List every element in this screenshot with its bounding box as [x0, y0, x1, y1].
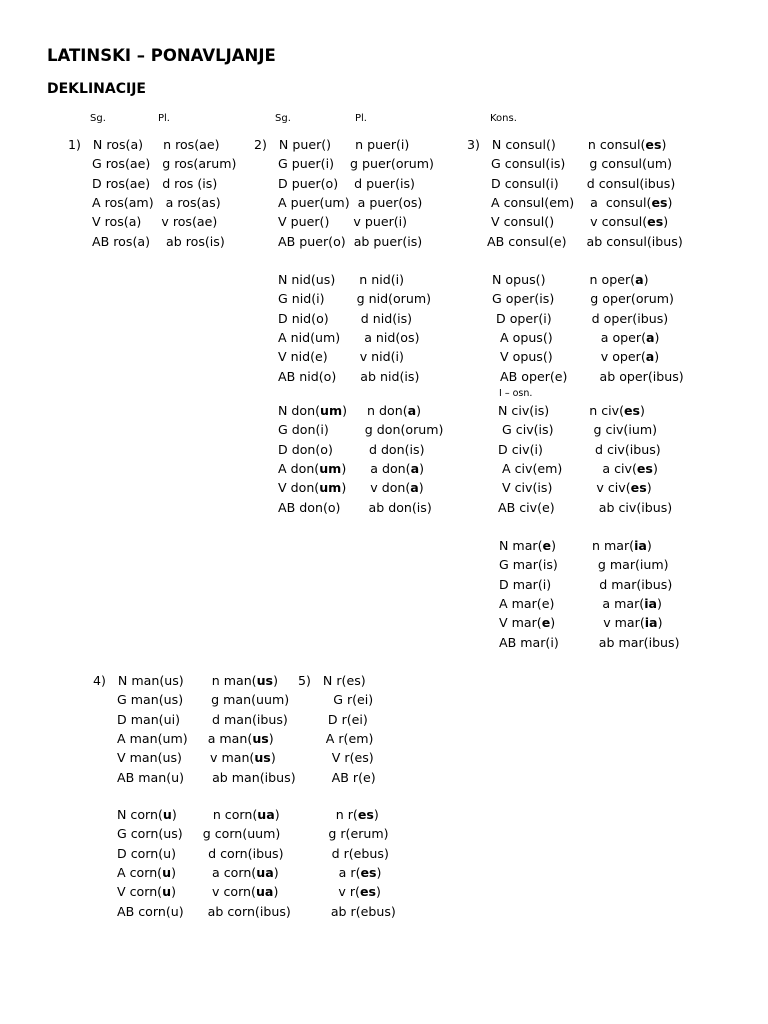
row-text: N corn(: [117, 807, 163, 822]
row-text: A opus() a oper(: [492, 329, 646, 345]
declension-row: [498, 442, 661, 458]
declension-row: [254, 156, 434, 172]
i-stem-note: I – osn.: [499, 388, 533, 399]
ending-bold: es: [357, 807, 374, 822]
ending-bold: um: [319, 460, 342, 476]
ending-bold: es: [636, 460, 653, 476]
row-text: A don(: [278, 460, 320, 476]
row-text: ) a corn(: [171, 864, 257, 880]
row-text: G oper(is) g oper(orum): [492, 291, 674, 307]
declension-row: [499, 577, 672, 593]
row-text: ): [376, 864, 382, 880]
row-text: AB ros(a) ab ros(is): [68, 233, 225, 249]
row-text: D ros(ae) d ros (is): [68, 175, 218, 191]
row-text: AB consul(e) ab consul(ibus): [467, 233, 683, 249]
row-text: A puer(um) a puer(os): [254, 194, 423, 210]
row-text: ) a don(: [341, 460, 411, 476]
declension-row: [467, 195, 672, 211]
declension-row: [278, 480, 424, 496]
row-text: AB man(u) ab man(ibus) AB r(e): [93, 769, 376, 785]
declension-row: [499, 538, 652, 554]
declension-row: [93, 692, 373, 708]
row-text: A nid(um) a nid(os): [278, 329, 420, 345]
row-text: ): [663, 214, 669, 230]
declension-row: [498, 500, 672, 516]
declension-row: [492, 349, 659, 365]
declension-row: [492, 369, 684, 385]
row-text: G puer(i) g puer(orum): [254, 156, 434, 172]
declension-row: [467, 234, 683, 250]
row-text: A consul(em) a consul(: [467, 194, 652, 210]
row-text: G civ(is) g civ(ium): [498, 422, 658, 438]
ending-bold: es: [630, 480, 647, 496]
row-text: V corn(: [117, 884, 163, 900]
row-text: AB puer(o) ab puer(is): [254, 233, 423, 249]
declension-row: [68, 195, 221, 211]
declension-row: [254, 176, 415, 192]
row-text: ) n corn(: [171, 807, 258, 822]
row-text: AB corn(u) ab corn(ibus) ab r(ebus): [117, 903, 396, 919]
row-text: AB nid(o) ab nid(is): [278, 368, 420, 384]
declension-row: [68, 137, 220, 153]
row-text: V mar(: [499, 615, 542, 631]
row-text: G corn(us) g corn(uum) g r(erum): [117, 826, 389, 842]
column-header-sg: Sg.: [275, 113, 291, 124]
row-text: A mar(e) a mar(: [499, 595, 645, 611]
declension-row: [254, 137, 409, 153]
ending-bold: es: [645, 137, 662, 152]
declension-row: [68, 156, 236, 172]
row-text: 4) N man(us) n man(: [93, 673, 257, 688]
row-text: G man(us) g man(uum) G r(ei): [93, 692, 374, 708]
declension-row: [68, 214, 217, 230]
row-text: ) n don(: [342, 403, 408, 418]
row-text: ) a r(: [273, 864, 361, 880]
row-text: ): [646, 480, 652, 496]
declension-row: [278, 500, 432, 516]
row-text: A civ(em) a civ(: [498, 460, 637, 476]
declension-row: [254, 234, 422, 250]
ending-bold: a: [645, 349, 655, 365]
declension-row: [499, 557, 669, 573]
page-title: LATINSKI – PONAVLJANJE: [47, 46, 276, 65]
row-text: ) 5) N r(es): [273, 673, 366, 688]
row-text: ) n mar(: [551, 538, 635, 553]
row-text: ) v r(: [273, 884, 360, 900]
row-text: V ros(a) v ros(ae): [68, 214, 218, 230]
row-text: N opus() n oper(: [492, 272, 636, 287]
row-text: ): [419, 460, 424, 476]
row-text: ): [418, 480, 424, 496]
ending-bold: a: [410, 460, 420, 476]
row-text: A man(um) a man(: [93, 730, 253, 746]
row-text: AB don(o) ab don(is): [278, 499, 432, 515]
ending-bold: a: [410, 480, 419, 496]
row-text: G ros(ae) g ros(arum): [68, 156, 237, 172]
declension-row: [492, 311, 668, 327]
row-text: V nid(e) v nid(i): [278, 349, 404, 365]
ending-bold: a: [407, 403, 417, 418]
row-text: ): [661, 137, 667, 152]
column-header-pl: Pl.: [355, 113, 367, 124]
declension-row: [68, 176, 217, 192]
declension-row: [278, 311, 412, 327]
declension-row: [93, 712, 368, 728]
row-text: N mar(: [499, 538, 543, 553]
row-text: G consul(is) g consul(um): [467, 156, 673, 172]
ending-bold: es: [359, 884, 376, 900]
ending-bold: u: [162, 864, 172, 880]
row-text: D man(ui) d man(ibus) D r(ei): [93, 711, 368, 727]
row-text: ): [643, 272, 649, 287]
ending-bold: us: [252, 730, 269, 746]
declension-row: [93, 750, 374, 766]
declension-row: [117, 846, 389, 862]
declension-row: [467, 214, 668, 230]
row-text: ): [657, 595, 662, 611]
declension-row: [68, 234, 225, 250]
declension-row: [117, 904, 396, 920]
row-text: G mar(is) g mar(ium): [499, 557, 669, 573]
section-title: DEKLINACIJE: [47, 81, 146, 97]
row-text: V puer() v puer(i): [254, 214, 408, 230]
declension-row: [278, 330, 419, 346]
row-text: ) v corn(: [171, 884, 256, 900]
row-text: ) v mar(: [550, 615, 645, 631]
row-text: N nid(us) n nid(i): [278, 272, 405, 287]
declension-row: [467, 156, 672, 172]
row-text: V opus() v oper(: [492, 349, 646, 365]
row-text: ): [654, 349, 660, 365]
declension-row: [117, 865, 381, 881]
ending-bold: us: [256, 673, 274, 688]
row-text: ) V r(es): [270, 750, 374, 766]
row-text: ): [646, 538, 652, 553]
declension-row: [499, 615, 662, 631]
declension-row: [498, 461, 658, 477]
row-text: 3) N consul() n consul(: [467, 137, 646, 152]
row-text: A corn(: [117, 864, 163, 880]
declension-row: [492, 272, 648, 288]
declension-row: [254, 195, 422, 211]
row-text: D puer(o) d puer(is): [254, 175, 415, 191]
row-text: N civ(is) n civ(: [498, 403, 624, 418]
row-text: ): [373, 807, 379, 822]
declension-row: [492, 330, 659, 346]
declension-row: [117, 884, 381, 900]
ending-bold: u: [162, 884, 172, 900]
ending-bold: u: [162, 807, 172, 822]
row-text: D mar(i) d mar(ibus): [499, 576, 673, 592]
declension-row: [499, 596, 662, 612]
declension-row: [278, 461, 424, 477]
row-text: D oper(i) d oper(ibus): [492, 310, 669, 326]
row-text: ) A r(em): [268, 730, 374, 746]
column-header-kons: Kons.: [490, 113, 517, 124]
column-header-pl: Pl.: [158, 113, 170, 124]
ending-bold: e: [542, 538, 552, 553]
ending-bold: ia: [644, 615, 658, 631]
row-text: V consul() v consul(: [467, 214, 648, 230]
ending-bold: ua: [257, 807, 275, 822]
ending-bold: us: [254, 750, 271, 766]
row-text: N don(: [278, 403, 321, 418]
ending-bold: es: [647, 214, 664, 230]
row-text: 2) N puer() n puer(i): [254, 137, 410, 152]
ending-bold: um: [319, 480, 342, 496]
declension-row: [278, 403, 421, 419]
ending-bold: es: [624, 403, 641, 418]
declension-row: [499, 635, 680, 651]
declension-row: [93, 731, 373, 747]
ending-bold: a: [646, 329, 655, 345]
row-text: ) n r(: [274, 807, 358, 822]
row-text: ): [640, 403, 645, 418]
row-text: D nid(o) d nid(is): [278, 310, 413, 326]
row-text: G don(i) g don(orum): [278, 422, 444, 438]
row-text: ): [657, 615, 663, 631]
row-text: ): [376, 884, 381, 900]
row-text: ): [652, 460, 658, 476]
column-header-sg: Sg.: [90, 113, 106, 124]
row-text: ): [654, 329, 660, 345]
row-text: ): [416, 403, 422, 418]
row-text: D consul(i) d consul(ibus): [467, 175, 676, 191]
row-text: AB oper(e) ab oper(ibus): [492, 368, 684, 384]
row-text: ): [667, 194, 673, 210]
declension-row: [93, 770, 376, 786]
row-text: ) v don(: [341, 480, 411, 496]
row-text: D corn(u) d corn(ibus) d r(ebus): [117, 845, 389, 861]
row-text: D don(o) d don(is): [278, 441, 425, 457]
row-text: G nid(i) g nid(orum): [278, 291, 432, 307]
declension-row: [498, 403, 645, 419]
row-text: 1) N ros(a) n ros(ae): [68, 137, 220, 152]
ending-bold: es: [360, 864, 377, 880]
declension-row: [498, 422, 657, 438]
row-text: D civ(i) d civ(ibus): [498, 441, 661, 457]
declension-row: [278, 442, 425, 458]
declension-row: [117, 826, 389, 842]
ending-bold: a: [635, 272, 644, 287]
row-text: AB civ(e) ab civ(ibus): [498, 499, 673, 515]
row-text: A ros(am) a ros(as): [68, 194, 221, 210]
ending-bold: es: [651, 194, 668, 210]
declension-row: [93, 673, 366, 689]
row-text: AB mar(i) ab mar(ibus): [499, 634, 680, 650]
declension-row: [467, 176, 675, 192]
declension-row: [278, 422, 443, 438]
declension-row: [492, 291, 674, 307]
declension-row: [117, 807, 379, 823]
ending-bold: ua: [255, 884, 274, 900]
ending-bold: e: [541, 615, 551, 631]
ending-bold: ia: [644, 595, 658, 611]
declension-row: [278, 349, 404, 365]
row-text: V man(us) v man(: [93, 750, 255, 766]
ending-bold: ua: [256, 864, 274, 880]
declension-row: [278, 369, 419, 385]
declension-row: [467, 137, 666, 153]
declension-row: [278, 272, 404, 288]
row-text: V civ(is) v civ(: [498, 480, 631, 496]
ending-bold: um: [320, 403, 343, 418]
declension-row: [254, 214, 407, 230]
declension-row: [498, 480, 652, 496]
declension-row: [278, 291, 431, 307]
ending-bold: ia: [634, 538, 647, 553]
row-text: V don(: [278, 480, 320, 496]
